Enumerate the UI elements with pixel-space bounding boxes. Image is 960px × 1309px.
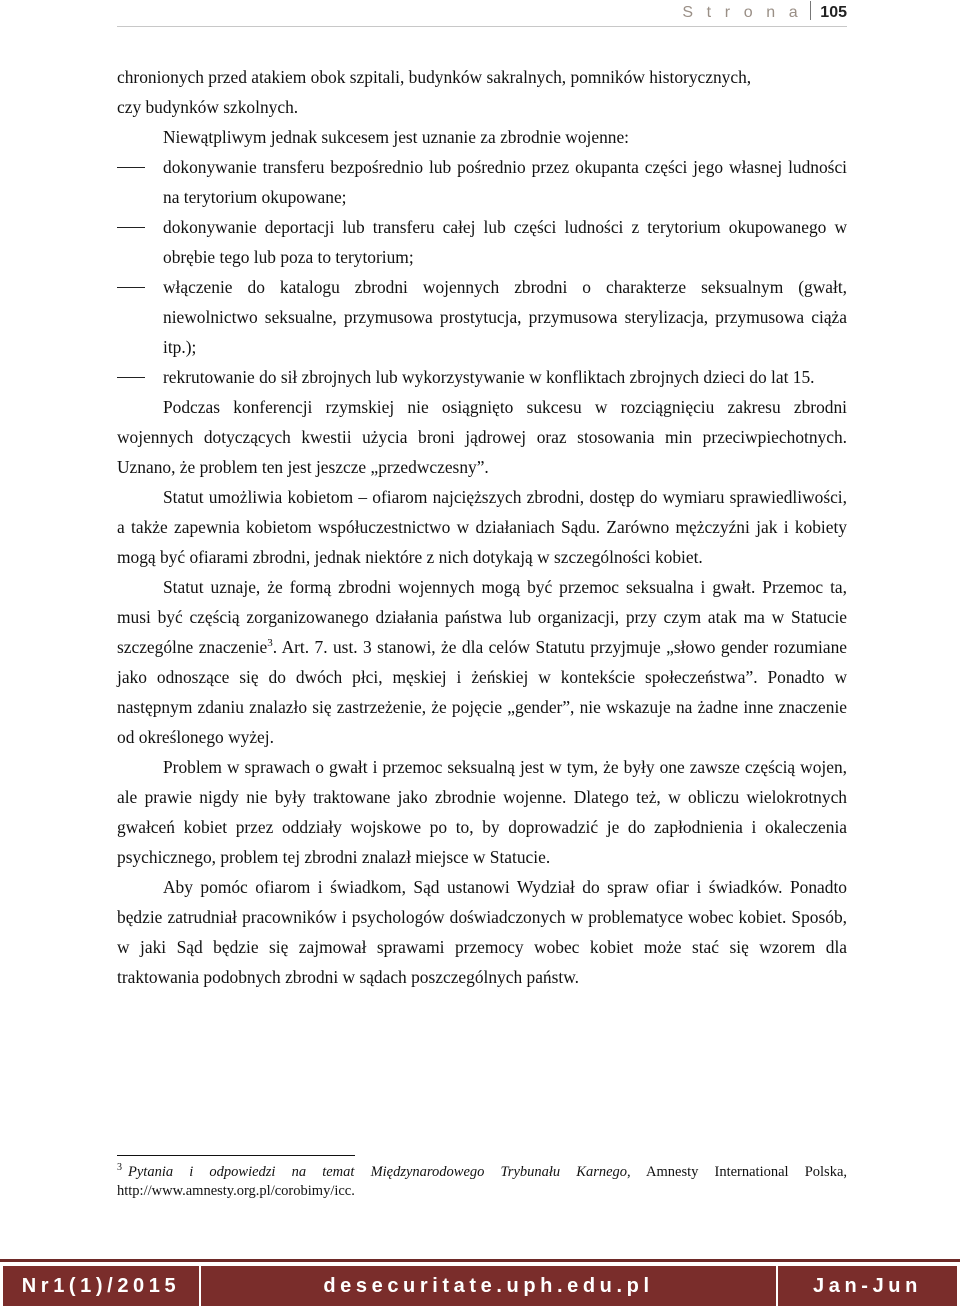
page-label xyxy=(682,1,847,22)
paragraph-statut-1: Statut umożliwia kobietom – ofiarom najcięższych zbrodni, dostęp do wymiaru sprawiedliwości, a także zapewnia kobietom współuczestnictwo w działaniach Sądu. Zarówno mężczyźni jak i kobiety mogą być ofiarami zbrodni, jednak niektóre z nich dotykają w szczególności kobiet. xyxy=(117,487,847,567)
page-word: S t r o n a xyxy=(682,4,803,21)
footnote-title: Pytania i odpowiedzi na temat Międzynarodowego Trybunału Karnego xyxy=(128,1164,628,1180)
paragraph-statut-2-part-b: . Art. 7. ust. 3 stanowi, że dla celów Statutu przyjmuje „słowo gender rozumiane jako odnoszące się do dwóch płci, męskiej i żeńskiej w kontekście społeczeństwa”. Ponadto w następnym zdaniu znalazło się zastrzeżenie, że pojęcie „gender”, nie wskazuje na żadne inne znaczenie od określonego wyżej. xyxy=(117,637,847,747)
page-header xyxy=(117,0,847,27)
footer-issue: Nr1(1)/2015 xyxy=(3,1266,201,1306)
list-item: dokonywanie transferu bezpośrednio lub pośrednio przez okupanta części jego własnej ludności na terytorium okupowane; xyxy=(117,152,847,212)
paragraph-conference: Podczas konferencji rzymskiej nie osiągnięto sukcesu w rozciągnięciu zakresu zbrodni wojennych dotyczących kwestii użycia broni jądrowej oraz stosowania min przeciwpiechotnych. Uznano, że problem ten jest jeszcze „przedwczesny”. xyxy=(117,397,847,477)
paragraph-statut-2 xyxy=(117,572,847,752)
footer-period: Jan-Jun xyxy=(778,1266,957,1306)
footnote-reference[interactable]: 3 xyxy=(267,637,273,649)
paragraph-line-2: czy budynków szkolnych. xyxy=(117,97,299,117)
war-crimes-list xyxy=(117,152,847,392)
page-number: 105 xyxy=(820,4,847,21)
footnote xyxy=(117,1163,847,1201)
footnote-source: , Amnesty International Polska, http://www.amnesty.org.pl/corobimy/icc. xyxy=(117,1164,848,1199)
footnote-rule xyxy=(117,1155,355,1156)
footnote-number: 3 xyxy=(117,1162,122,1173)
paragraph-statut-2-part-a: Statut uznaje, że formą zbrodni wojennych mogą być przemoc seksualna i gwałt. Przemoc ta, musi być częścią zorganizowanego działania państwa lub organizacji, przy czym atak ma w Statucie szczególne znaczenie xyxy=(117,577,847,657)
list-item: dokonywanie deportacji lub transferu całej lub części ludności z terytorium okupowanego w obrębie tego lub poza to terytorium; xyxy=(117,212,847,272)
footer-bar xyxy=(3,1266,957,1306)
paragraph-victims: Aby pomóc ofiarom i świadkom, Sąd ustanowi Wydział do spraw ofiar i świadków. Ponadto będzie zatrudniał pracowników i psychologów doświadczonych w problematyce wobec kobiet. Sposób, w jaki Sąd będzie się zajmował sprawami przemocy wobec kobiet może stać się wzorem dla traktowania podobnych zbrodni w sądach poszczególnych państw. xyxy=(117,877,847,987)
header-separator xyxy=(810,1,811,20)
list-item: rekrutowanie do sił zbrojnych lub wykorzystywanie w konfliktach zbrojnych dzieci do lat 15. xyxy=(117,362,847,392)
list-item: włączenie do katalogu zbrodni wojennych zbrodni o charakterze seksualnym (gwałt, niewolnictwo seksualne, przymusowa prostytucja, przymusowa sterylizacja, przymusowa ciąża itp.); xyxy=(117,272,847,362)
main-text xyxy=(117,62,847,992)
paragraph-line-1: chronionych przed atakiem obok szpitali, budynków sakralnych, pomników historycznych, xyxy=(117,67,752,87)
paragraph-intro: Niewątpliwym jednak sukcesem jest uznanie za zbrodnie wojenne: xyxy=(163,127,630,147)
paragraph-problem: Problem w sprawach o gwałt i przemoc seksualną jest w tym, że były one zawsze częścią wojen, ale prawie nigdy nie były traktowane jako zbrodnie wojenne. Dlatego też, w obliczu wielokrotnych gwałceń kobiet przez oddziały wojskowe po to, by doprowadzić je do zapłodnienia i okaleczenia psychicznego, problem tej zbrodni znalazł miejsce w Statucie. xyxy=(117,757,847,867)
page-footer xyxy=(0,1259,960,1309)
footer-site: desecuritate.uph.edu.pl xyxy=(201,1266,778,1306)
